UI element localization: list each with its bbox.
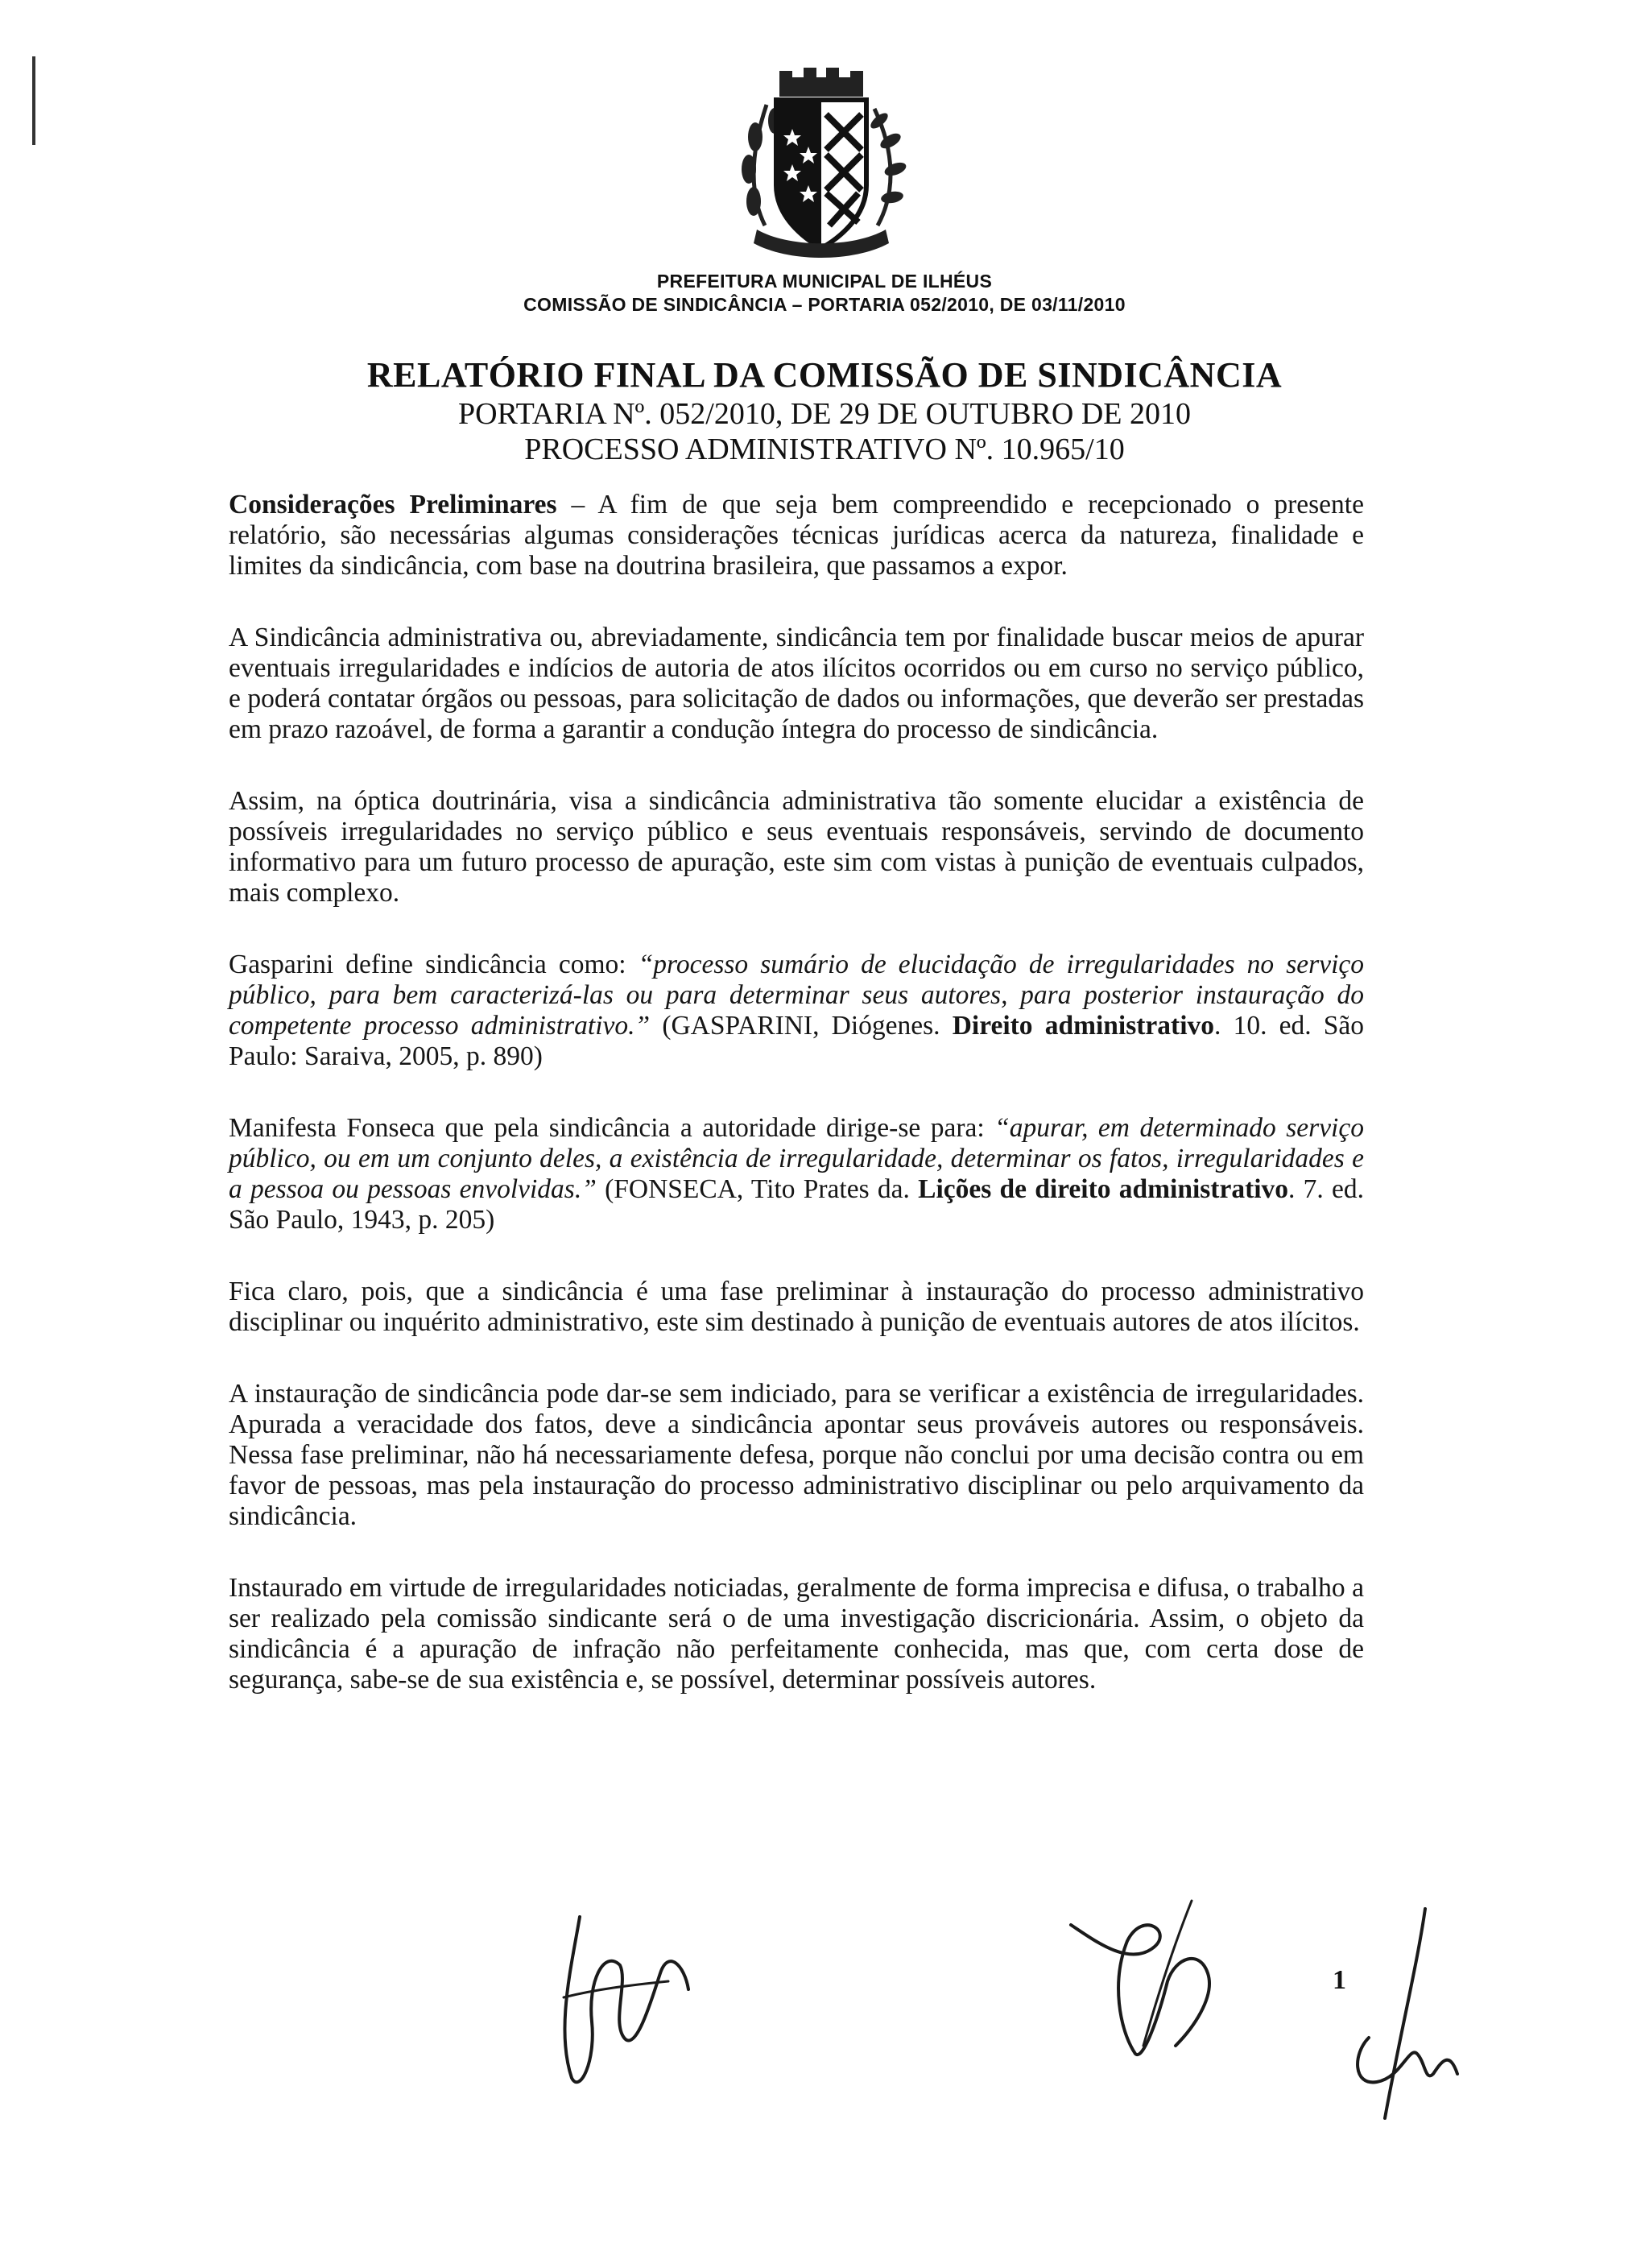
report-title: RELATÓRIO FINAL DA COMISSÃO DE SINDICÂNCIA xyxy=(366,355,1283,395)
paragraph-instauration: A instauração de sindicância pode dar-se sem indiciado, para se verificar a existência de irregularidades. Apurada a veracidade dos fatos, deve a sindicância apontar seus prováveis autores ou responsáveis. Nessa fase preliminar, não há necessariamente defesa, porque não conclui por uma decisão contra ou em favor de pessoas, mas pela instauração do processo administrativo disciplinar ou pelo arquivamento da sindicância. xyxy=(229,1379,1364,1531)
paragraph-preliminary xyxy=(229,490,1364,581)
fonseca-cite-post: . 7. ed. São Paulo, 1943, p. 205) xyxy=(229,1174,1364,1235)
fonseca-cite-pre: (FONSECA, Tito Prates da. xyxy=(596,1174,919,1204)
paragraph-investigation: Instaurado em virtude de irregularidades noticiadas, geralmente de forma imprecisa e difusa, o trabalho a ser realizado pela comissão sindicante será o de uma investigação discricionária. Assim, o objeto da sindicância é a apuração de infração não perfeitamente conhecida, mas que, com certa dose de segurança, sabe-se de sua existência e, se possível, determinar possíveis autores. xyxy=(229,1573,1364,1695)
paragraph-doctrine: Assim, na óptica doutrinária, visa a sindicância administrativa tão somente elucidar a existência de possíveis irregularidades no serviço público e seus eventuais responsáveis, servindo de documento informativo para um futuro processo de apuração, este sim com vistas à punição de eventuais culpados, mais complexo. xyxy=(229,786,1364,908)
institution-name: PREFEITURA MUNICIPAL DE ILHÉUS xyxy=(656,271,993,292)
commission-line: COMISSÃO DE SINDICÂNCIA – PORTARIA 052/2010, DE 03/11/2010 xyxy=(523,294,1126,315)
paragraph-fonseca xyxy=(229,1113,1364,1235)
portaria-line: PORTARIA Nº. 052/2010, DE 29 DE OUTUBRO DE 2010 xyxy=(457,397,1191,431)
fonseca-lead: Manifesta Fonseca que pela sindicância a autoridade dirige-se para: xyxy=(229,1113,995,1143)
paragraph-preliminary-phase: Fica claro, pois, que a sindicância é uma fase preliminar à instauração do processo administrativo disciplinar ou inquérito administrativo, este sim destinado à punição de eventuais autores de atos ilícitos. xyxy=(229,1277,1364,1337)
gasparini-lead: Gasparini define sindicância como: xyxy=(229,950,639,979)
handwritten-signature-3 xyxy=(1337,1901,1473,2126)
preliminary-text: – A fim de que seja bem compreendido e recepcionado o presente relatório, são necessárias algumas considerações técnicas jurídicas acerca da natureza, finalidade e limites da sindicância, com base na doutrina brasileira, que passamos a expor. xyxy=(229,490,1364,581)
preliminary-heading: Considerações Preliminares xyxy=(229,490,557,519)
processo-line: PROCESSO ADMINISTRATIVO Nº. 10.965/10 xyxy=(524,432,1125,466)
handwritten-signature-1 xyxy=(548,1901,709,2094)
gasparini-cite-book: Direito administrativo xyxy=(952,1011,1215,1041)
gasparini-quote: “processo sumário de elucidação de irregularidades no serviço público, para bem caracterizá-las ou para determinar seus autores, para posterior instauração do competente processo administrativo.” xyxy=(229,950,1364,1041)
paragraph-gasparini xyxy=(229,950,1364,1072)
gasparini-cite-post: . 10. ed. São Paulo: Saraiva, 2005, p. 890) xyxy=(229,1011,1365,1071)
report-body xyxy=(229,490,1364,1736)
gasparini-cite-pre: (GASPARINI, Diógenes. xyxy=(650,1011,953,1041)
fonseca-quote: “apurar, em determinado serviço público, ou em um conjunto deles, a existência de irregularidade, determinar os fatos, irregularidades e a pessoa ou pessoas envolvidas.” xyxy=(229,1113,1364,1204)
paragraph-definition: A Sindicância administrativa ou, abreviadamente, sindicância tem por finalidade buscar meios de apurar eventuais irregularidades e indícios de autoria de atos ilícitos ocorridos ou em curso no serviço público, e poderá contatar órgãos ou pessoas, para solicitação de dados ou informações, que deverão ser prestadas em prazo razoável, de forma a garantir a condução íntegra do processo de sindicância. xyxy=(229,623,1364,744)
page-number: 1 xyxy=(1333,1965,1346,1995)
scan-artifact-line xyxy=(32,56,35,145)
fonseca-cite-book: Lições de direito administrativo xyxy=(918,1174,1289,1204)
handwritten-signature-2 xyxy=(1047,1893,1256,2070)
municipal-coat-of-arms xyxy=(709,64,934,266)
